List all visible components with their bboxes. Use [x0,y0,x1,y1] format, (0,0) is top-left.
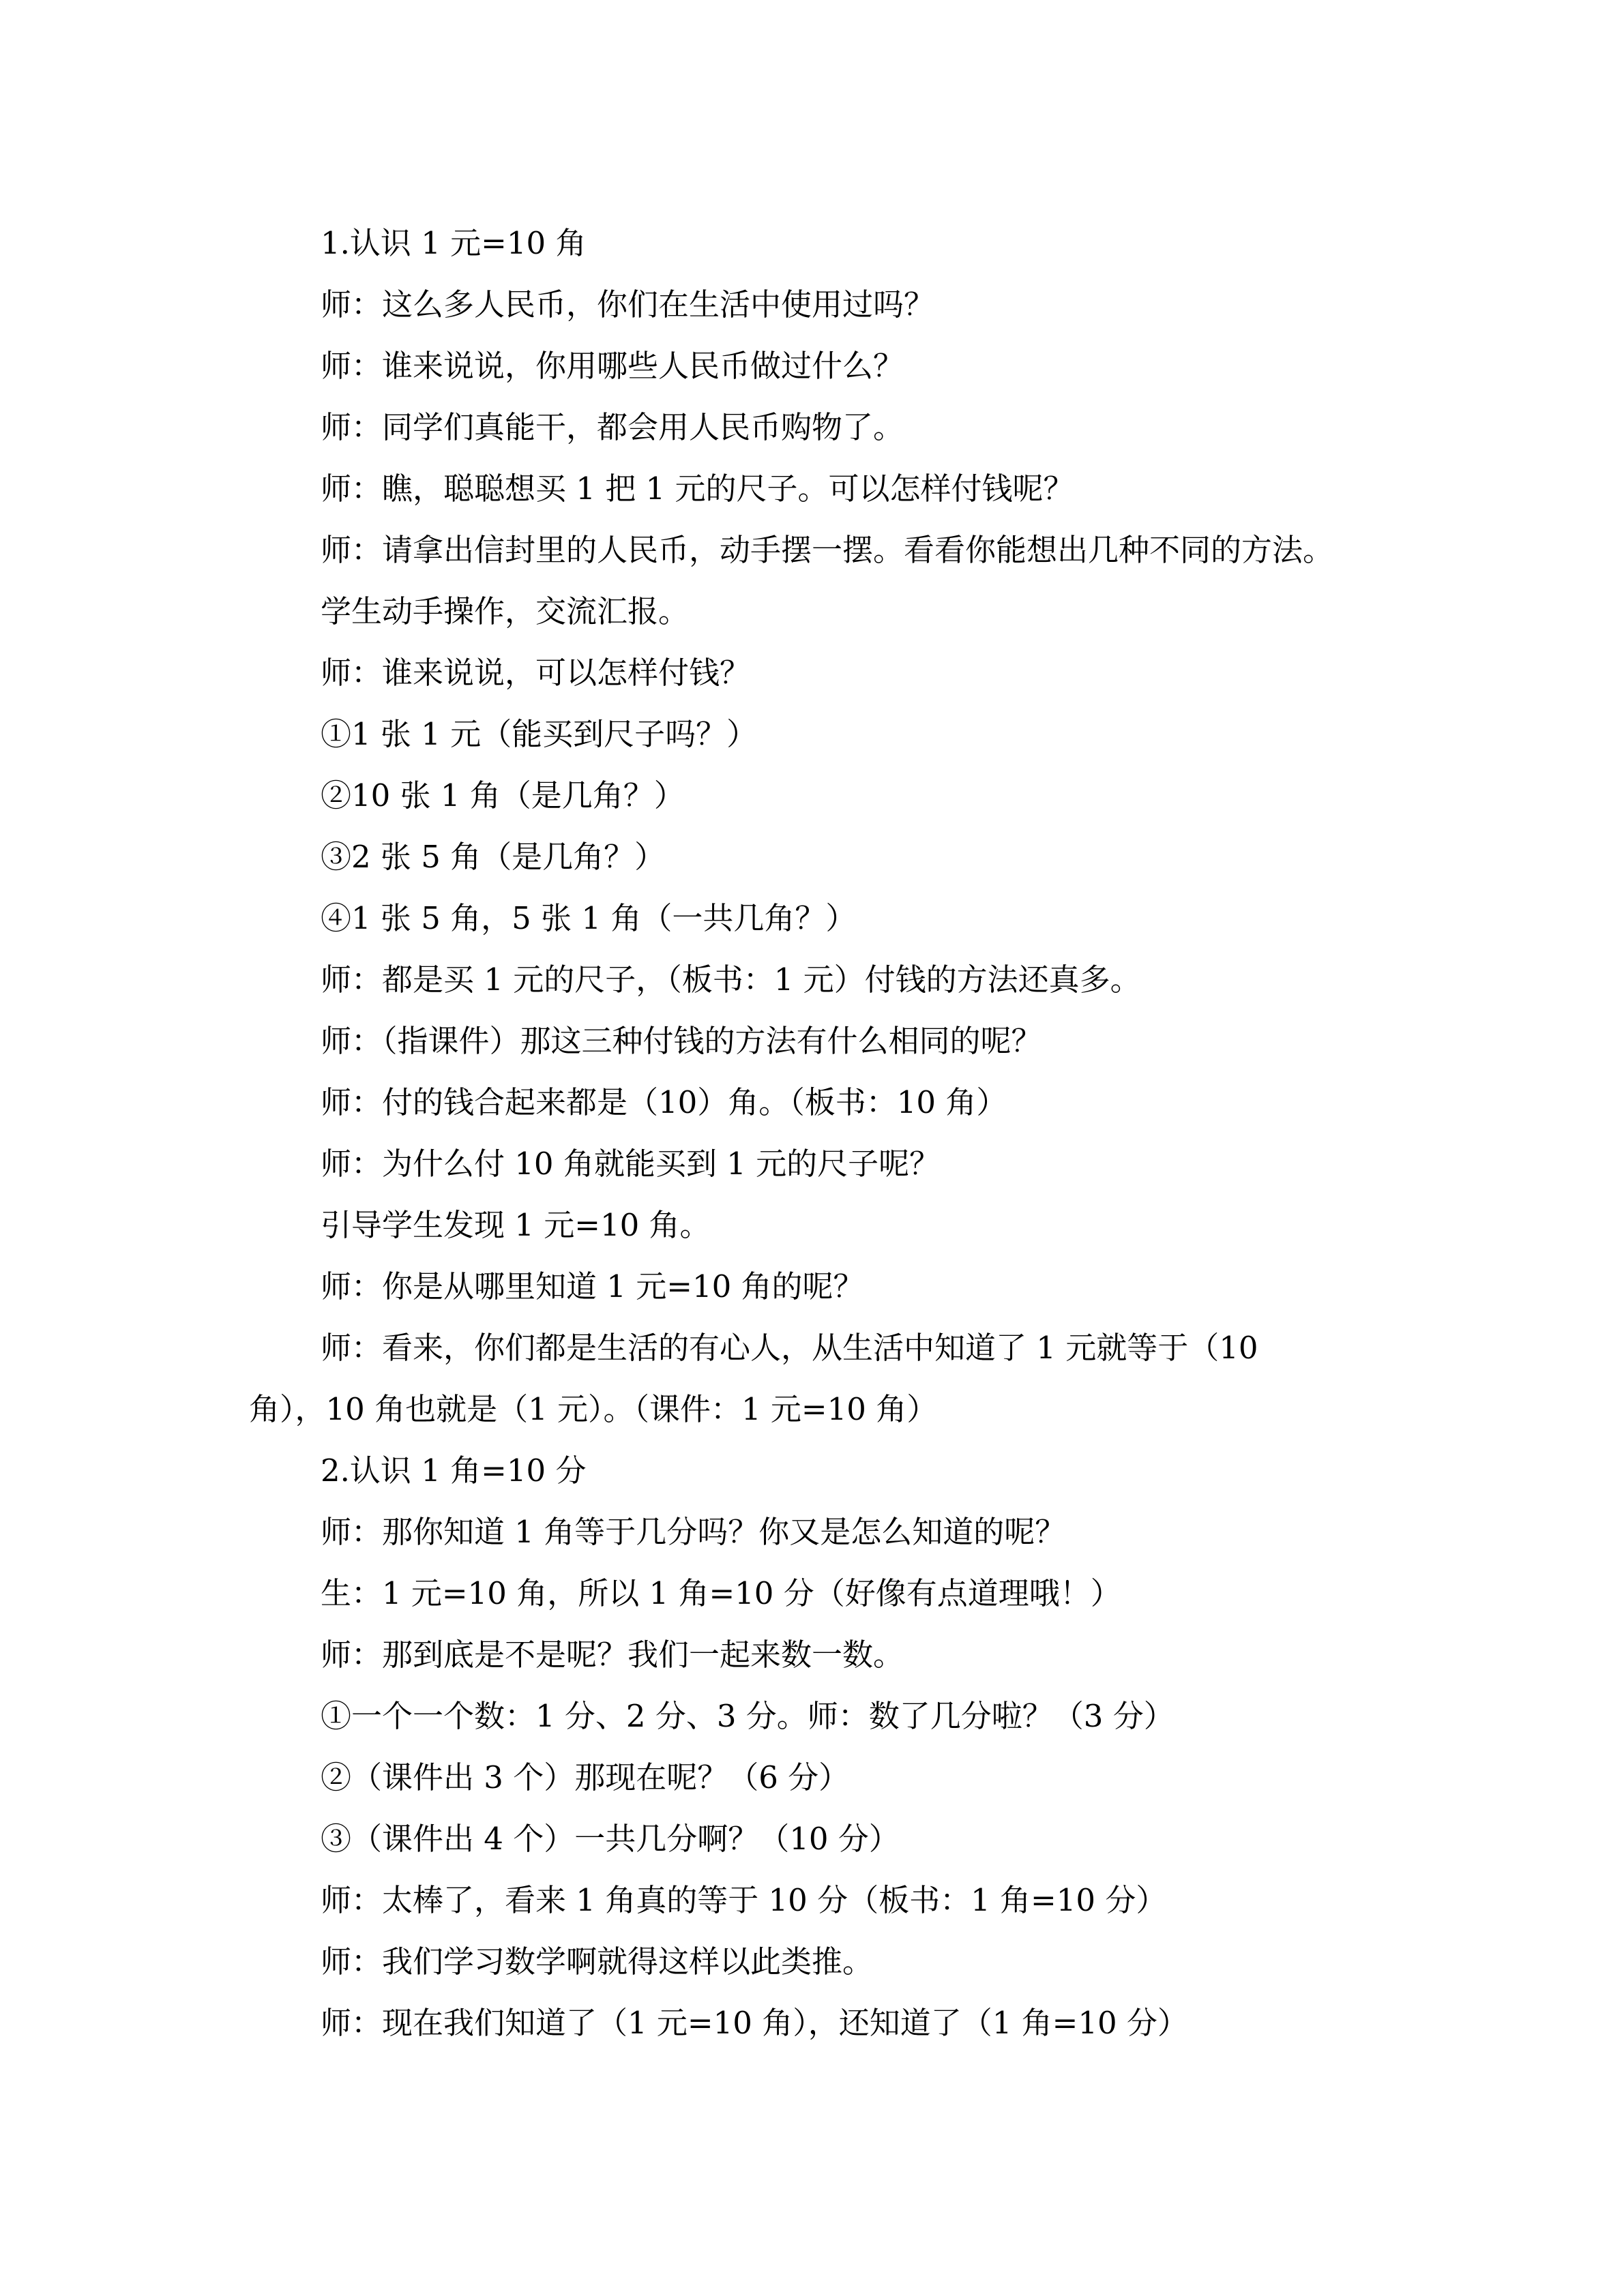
paragraph: 师：都是买 1 元的尺子，（板书：1 元）付钱的方法还真多。 [321,961,1141,998]
paragraph: 师：太棒了，看来 1 角真的等于 10 分（板书：1 角=10 分） [321,1882,1167,1918]
list-item: ①1 张 1 元（能买到尺子吗？） [321,716,758,752]
paragraph: 师：现在我们知道了（1 元=10 角），还知道了（1 角=10 分） [321,2005,1188,2041]
paragraph: 师：看来，你们都是生活的有心人，从生活中知道了 1 元就等于（10 角），10 角也就是（1 元）。（课件：1 元=10 角） [249,1330,1258,1427]
paragraph: 师：你是从哪里知道 1 元=10 角的呢？ [321,1268,864,1304]
paragraph: 师：我们学习数学啊就得这样以此类推。 [321,1943,874,1980]
paragraph: 引导学生发现 1 元=10 角。 [321,1207,711,1243]
paragraph: 师：谁来说说，你用哪些人民币做过什么？ [321,348,904,384]
list-item: ③2 张 5 角（是几角？） [321,839,666,875]
paragraph: 师：同学们真能干，都会用人民币购物了。 [321,409,904,445]
paragraph: 师：这么多人民币，你们在生活中使用过吗？ [321,286,935,323]
paragraph: 生：1 元=10 角，所以 1 角=10 分（好像有点道理哦！） [321,1575,1121,1611]
paragraph: 师：为什么付 10 角就能买到 1 元的尺子呢？ [321,1146,941,1182]
paragraph: 师：那你知道 1 角等于几分吗？你又是怎么知道的呢？ [321,1514,1066,1550]
list-item: ②10 张 1 角（是几角？） [321,777,685,814]
paragraph: 师：那到底是不是呢？我们一起来数一数。 [321,1637,904,1673]
paragraph: 学生动手操作，交流汇报。 [321,593,690,629]
heading-section-2: 2.认识 1 角=10 分 [321,1452,587,1489]
paragraph: 师：付的钱合起来都是（10）角。（板书：10 角） [321,1084,1007,1120]
paragraph: 师：（指课件）那这三种付钱的方法有什么相同的呢？ [321,1023,1042,1059]
paragraph: 师：请拿出信封里的人民币，动手摆一摆。看看你能想出几种不同的方法。 [321,532,1334,568]
list-item: ③（课件出 4 个）一共几分啊？（10 分） [321,1821,900,1857]
document-body [249,213,1340,2054]
paragraph: 师：瞧，聪聪想买 1 把 1 元的尺子。可以怎样付钱呢？ [321,471,1074,507]
heading-section-1: 1.认识 1 元=10 角 [321,225,587,261]
list-item: ②（课件出 3 个）那现在呢？（6 分） [321,1759,850,1795]
list-item: ④1 张 5 角，5 张 1 角（一共几角？） [321,900,857,936]
paragraph: 师：谁来说说，可以怎样付钱？ [321,655,751,691]
list-item: ①一个一个数：1 分、2 分、3 分。师：数了几分啦？（3 分） [321,1698,1175,1734]
